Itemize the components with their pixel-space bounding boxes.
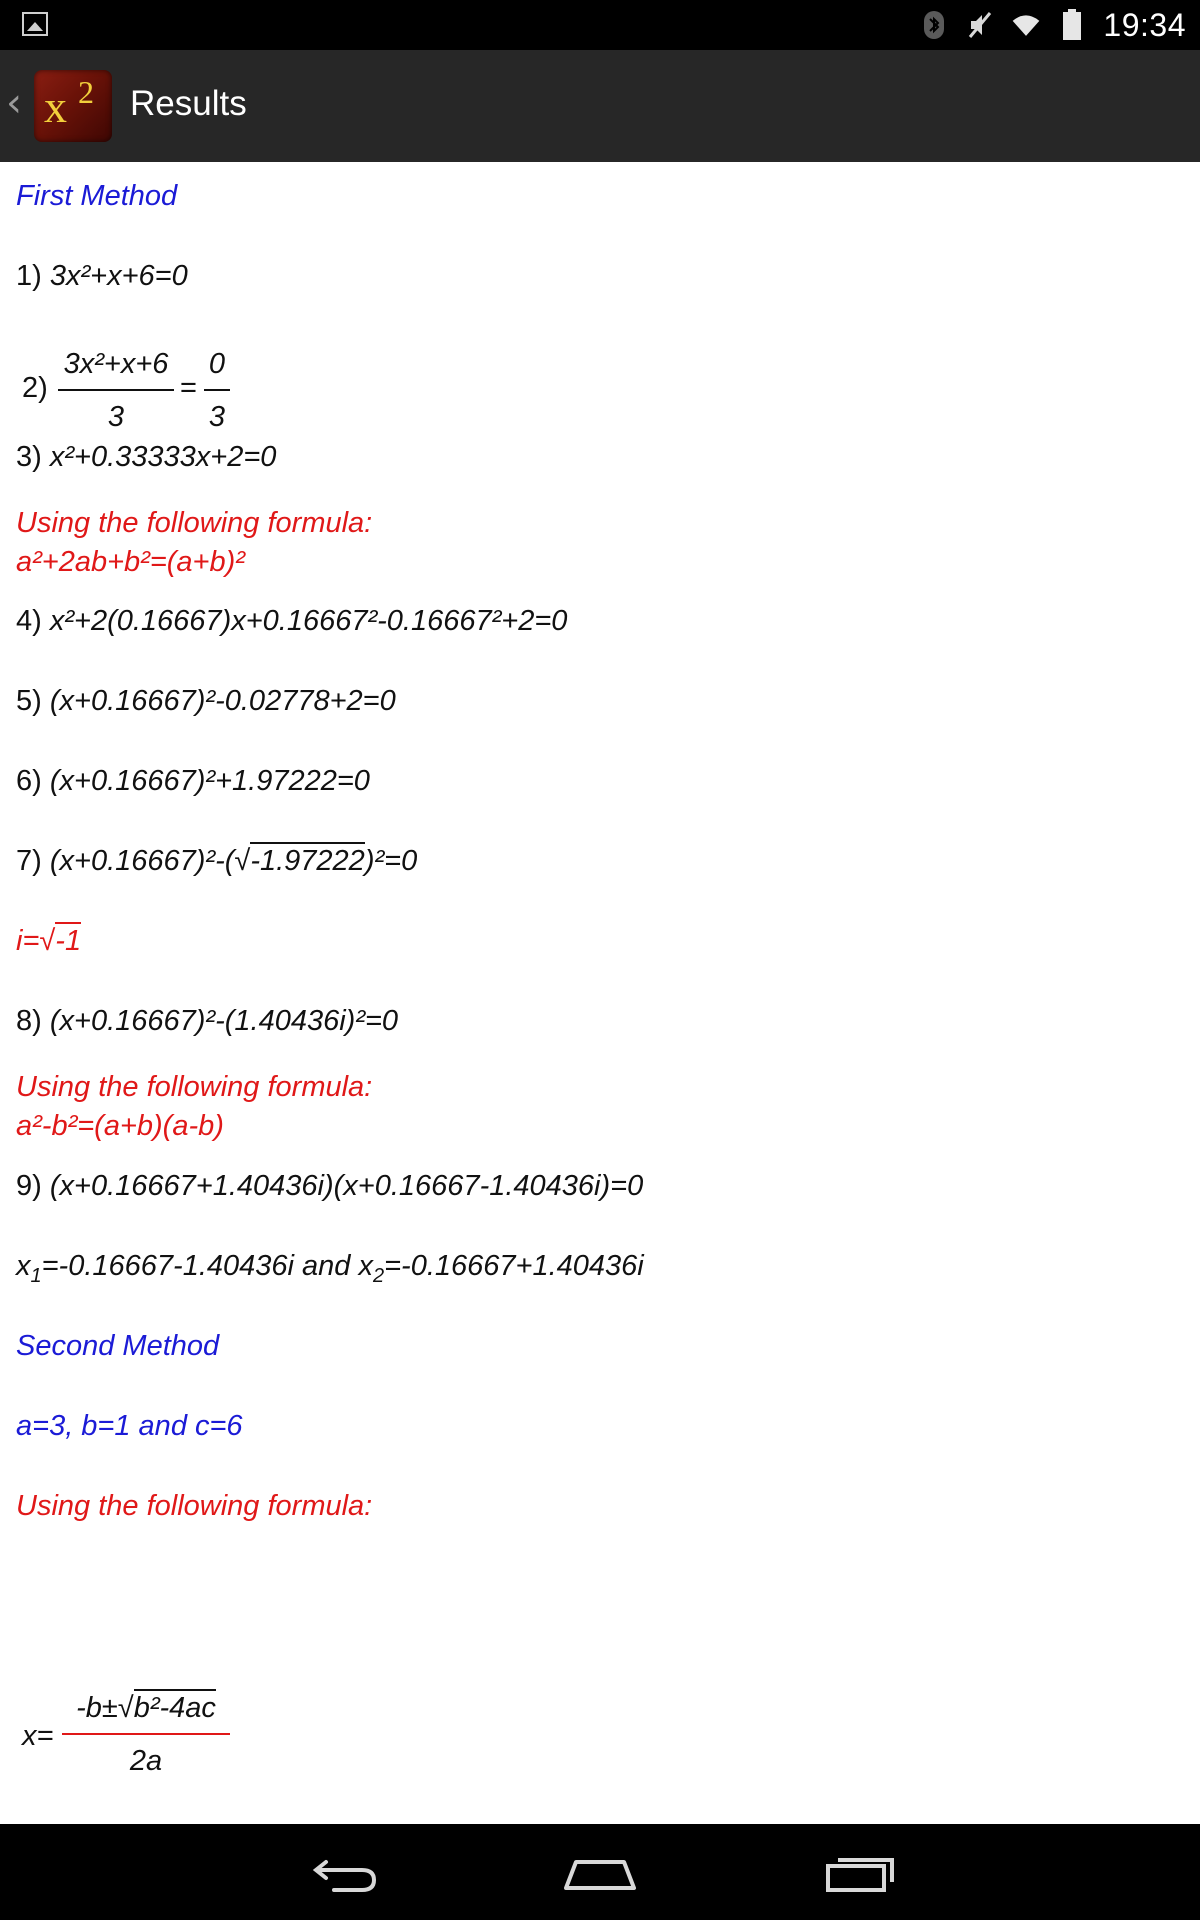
step-5 — [16, 685, 396, 718]
step-number: 5) — [16, 685, 42, 717]
formula-1-label: Using the following formula: — [16, 507, 373, 539]
app-logo[interactable] — [34, 70, 112, 142]
step-number: 8) — [16, 1005, 42, 1037]
step-number: 4) — [16, 605, 42, 637]
radicand: -1 — [55, 922, 81, 957]
step-number: 9) — [16, 1170, 42, 1202]
formula-2-label: Using the following formula: — [16, 1071, 373, 1103]
step-expression: x²+0.33333x+2=0 — [49, 441, 277, 473]
step-8 — [16, 1005, 398, 1038]
second-method-heading: Second Method — [16, 1330, 220, 1362]
fraction-denominator: 3 — [107, 401, 125, 433]
page-title: Results — [130, 84, 247, 123]
gallery-icon — [22, 12, 48, 36]
numerator-pre: -b±√ — [76, 1692, 134, 1724]
formula-2: a²-b²=(a+b)(a-b) — [16, 1110, 224, 1142]
mute-icon — [965, 9, 995, 41]
step-expression: (x+0.16667)²+1.97222=0 — [49, 765, 370, 797]
formula-1: a²+2ab+b²=(a+b)² — [16, 546, 245, 578]
logo-exponent: 2 — [78, 74, 94, 110]
fraction-denominator: 2a — [129, 1745, 163, 1777]
home-button[interactable] — [560, 1848, 640, 1898]
step-4 — [16, 605, 567, 638]
i-def-pre: i=√ — [16, 925, 56, 957]
step-2-lhs-fraction — [58, 348, 174, 434]
status-clock: 19:34 — [1103, 6, 1186, 43]
step-1 — [16, 260, 188, 293]
wifi-icon — [1011, 9, 1041, 41]
battery-icon — [1057, 9, 1087, 41]
logo-base: x — [44, 81, 67, 132]
x2-name: x — [358, 1250, 373, 1282]
step-expression: 3x²+x+6=0 — [49, 260, 188, 292]
recents-icon — [818, 1848, 898, 1898]
home-icon — [560, 1848, 640, 1898]
bluetooth-icon — [919, 9, 949, 41]
coefficients: a=3, b=1 and c=6 — [16, 1410, 243, 1442]
step-3 — [16, 441, 276, 474]
step-number: 2) — [22, 372, 48, 404]
first-method-heading: First Method — [16, 180, 178, 212]
step-expression: (x+0.16667)²-(1.40436i)²=0 — [49, 1005, 399, 1037]
x1-subscript: 1 — [30, 1264, 42, 1287]
step-number: 3) — [16, 441, 42, 473]
radicand: -1.97222 — [250, 842, 365, 877]
quadratic-formula-lhs — [22, 1720, 53, 1753]
formula-lhs: x= — [22, 1720, 54, 1752]
action-bar — [0, 50, 1200, 162]
fraction-numerator: 0 — [208, 348, 226, 380]
step-number: 1) — [16, 260, 42, 292]
fraction-bar — [204, 389, 230, 391]
recents-button[interactable] — [818, 1848, 898, 1898]
step-expression-post: )²=0 — [364, 845, 418, 877]
step-expression: (x+0.16667+1.40436i)(x+0.16667-1.40436i)=0 — [49, 1170, 644, 1202]
back-chevron-icon[interactable]: ‹ — [6, 80, 22, 126]
fraction-denominator: 3 — [208, 401, 226, 433]
step-9 — [16, 1170, 643, 1203]
status-icons — [919, 0, 1186, 50]
roots-result — [16, 1250, 644, 1288]
navigation-bar — [0, 1824, 1200, 1920]
x1-name: x — [16, 1250, 31, 1282]
fraction-bar — [58, 389, 174, 391]
radicand: b²-4ac — [134, 1689, 216, 1724]
imaginary-unit-definition — [16, 925, 81, 958]
step-2-number — [22, 372, 48, 405]
step-expression: (x+0.16667)²-0.02778+2=0 — [49, 685, 396, 717]
fraction-numerator — [62, 1692, 230, 1725]
results-content — [0, 162, 1200, 1824]
step-number: 7) — [16, 845, 42, 877]
step-expression-pre: (x+0.16667)²-(√ — [49, 845, 251, 877]
step-6 — [16, 765, 370, 798]
x2-value: =-0.16667+1.40436i — [384, 1250, 644, 1282]
fraction-numerator: 3x²+x+6 — [63, 348, 169, 380]
formula-3-label: Using the following formula: — [16, 1490, 373, 1522]
equals-sign: = — [180, 372, 197, 404]
quadratic-formula-fraction — [62, 1692, 230, 1778]
x2-subscript: 2 — [372, 1264, 385, 1287]
step-number: 6) — [16, 765, 42, 797]
back-arrow-icon — [304, 1848, 384, 1898]
step-expression: x²+2(0.16667)x+0.16667²-0.16667²+2=0 — [49, 605, 568, 637]
status-bar — [0, 0, 1200, 50]
step-7 — [16, 845, 417, 878]
back-button[interactable] — [304, 1848, 384, 1898]
step-2-equals — [180, 372, 197, 405]
x1-value: =-0.16667-1.40436i and — [41, 1250, 359, 1282]
fraction-bar — [62, 1733, 230, 1735]
step-2-rhs-fraction — [204, 348, 230, 434]
